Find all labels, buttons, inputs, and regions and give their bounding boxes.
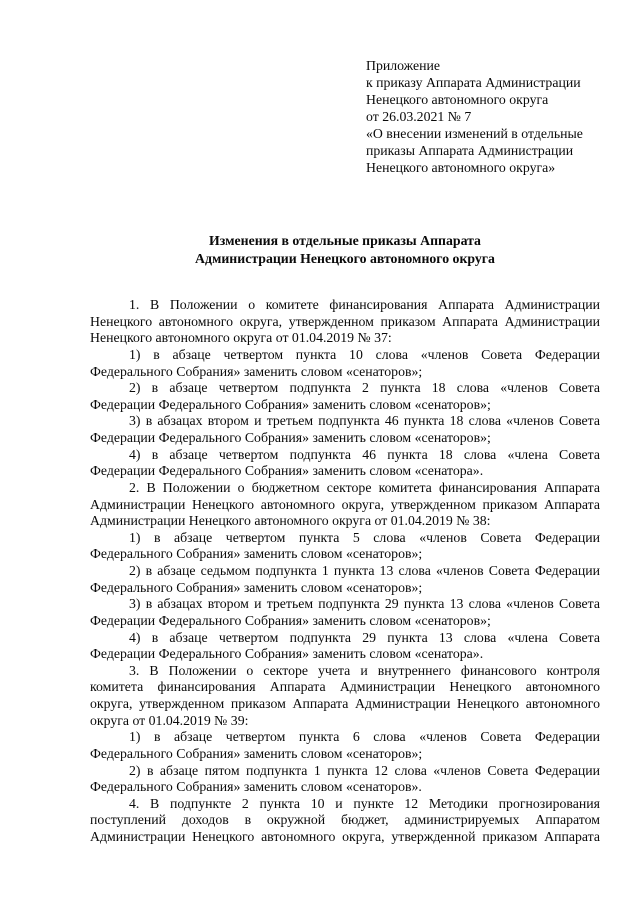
document-body: [90, 297, 600, 846]
paragraph-line: Федерации Федерального Собрания» заменить словом «сенаторов»;: [90, 396, 491, 412]
paragraph-line: Администрации Ненецкого автономного округа от 01.04.2019 № 38:: [90, 513, 491, 529]
paragraph: [90, 796, 600, 846]
paragraph-line: Федерального Собрания» заменить словом «сенаторов»;: [90, 363, 423, 379]
appendix-line: Ненецкого автономного округа: [366, 92, 549, 107]
title-line: Изменения в отдельные приказы Аппарата: [209, 233, 481, 248]
paragraph-line: Ненецкого автономного округа, утвержденном приказом Аппарата Администрации: [90, 313, 600, 329]
appendix-line: приказы Аппарата Администрации: [366, 143, 574, 158]
paragraph-line: Федерации Федерального Собрания» заменить словом «сенаторов»;: [90, 612, 491, 628]
paragraph-line: комитета финансирования Аппарата Администрации Ненецкого автономного: [90, 679, 600, 695]
paragraph: [90, 563, 600, 596]
paragraph-line: 3) в абзацах втором и третьем подпункта 46 пункта 18 слова «членов Совета: [129, 413, 600, 429]
paragraph-line: Федерального Собрания» заменить словом «сенаторов»;: [90, 745, 423, 761]
paragraph-line: 2) в абзаце пятом подпункта 1 пункта 12 слова «членов Совета Федерации: [129, 762, 600, 778]
paragraph-line: Федерации Федерального Собрания» заменить словом «сенатора».: [90, 646, 484, 662]
paragraph-line: поступлений доходов в окружной бюджет, администрируемых Аппаратом: [90, 812, 600, 828]
appendix-line: Ненецкого автономного округа»: [366, 160, 556, 175]
paragraph-line: 2) в абзаце седьмом подпункта 1 пункта 13 слова «членов Совета Федерации: [129, 563, 600, 578]
paragraph: [90, 729, 600, 762]
appendix-line: от 26.03.2021 № 7: [366, 109, 472, 124]
paragraph: [90, 347, 600, 380]
paragraph-line: 3. В Положении о секторе учета и внутреннего финансового контроля: [129, 662, 600, 678]
paragraph-line: 4) в абзаце четвертом подпункта 46 пункта 18 слова «члена Совета: [129, 446, 600, 462]
paragraph: [90, 530, 600, 563]
paragraph-line: Федерального Собрания» заменить словом «сенаторов».: [90, 779, 422, 795]
paragraph-line: 4. В подпункте 2 пункта 10 и пункте 12 Методики прогнозирования: [129, 795, 600, 811]
paragraph-line: 3) в абзацах втором и третьем подпункта 29 пункта 13 слова «членов Совета: [129, 596, 600, 612]
appendix-block: [366, 57, 628, 176]
paragraph: [90, 663, 600, 730]
paragraph: [90, 630, 600, 663]
paragraph: [90, 763, 600, 796]
paragraph-line: Федерального Собрания» заменить словом «сенаторов»;: [90, 546, 423, 562]
paragraph-line: 1. В Положении о комитете финансирования Аппарата Администрации: [129, 297, 600, 312]
paragraph: [90, 596, 600, 629]
paragraph-line: округа, утвержденном приказом Аппарата Администрации Ненецкого автономного: [90, 696, 600, 711]
paragraph-line: Администрации Ненецкого автономного округа, утвержденном приказом Аппарата: [90, 496, 600, 512]
paragraph: [90, 480, 600, 530]
paragraph-line: Администрации Ненецкого автономного округа, утвержденной приказом Аппарата: [90, 829, 600, 844]
paragraph-line: Федерального Собрания» заменить словом «сенаторов»;: [90, 579, 423, 595]
paragraph-line: округа от 01.04.2019 № 39:: [90, 712, 249, 728]
paragraph-line: 2) в абзаце четвертом подпункта 2 пункта 18 слова «членов Совета: [129, 380, 600, 396]
paragraph-line: 2. В Положении о бюджетном секторе комитета финансирования Аппарата: [129, 479, 600, 495]
appendix-line: «О внесении изменений в отдельные: [366, 126, 583, 141]
appendix-line: Приложение: [366, 58, 441, 73]
paragraph-line: 1) в абзаце четвертом пункта 5 слова «членов Совета Федерации: [129, 529, 600, 545]
paragraph-line: Федерации Федерального Собрания» заменить словом «сенатора».: [90, 463, 484, 479]
paragraph: [90, 380, 600, 413]
title-line: Администрации Ненецкого автономного округа: [195, 250, 495, 266]
paragraph-line: 1) в абзаце четвертом пункта 6 слова «членов Совета Федерации: [129, 729, 600, 745]
paragraph: [90, 297, 600, 347]
paragraph: [90, 413, 600, 446]
appendix-line: к приказу Аппарата Администрации: [366, 75, 581, 90]
paragraph-line: Федерации Федерального Собрания» заменить словом «сенаторов»;: [90, 430, 491, 445]
paragraph: [90, 447, 600, 480]
paragraph-line: 4) в абзаце четвертом подпункта 29 пункта 13 слова «члена Совета: [129, 629, 600, 645]
paragraph-line: Ненецкого автономного округа от 01.04.2019 № 37:: [90, 330, 392, 346]
document-title: [90, 232, 600, 267]
paragraph-line: 1) в абзаце четвертом пункта 10 слова «членов Совета Федерации: [129, 346, 600, 362]
